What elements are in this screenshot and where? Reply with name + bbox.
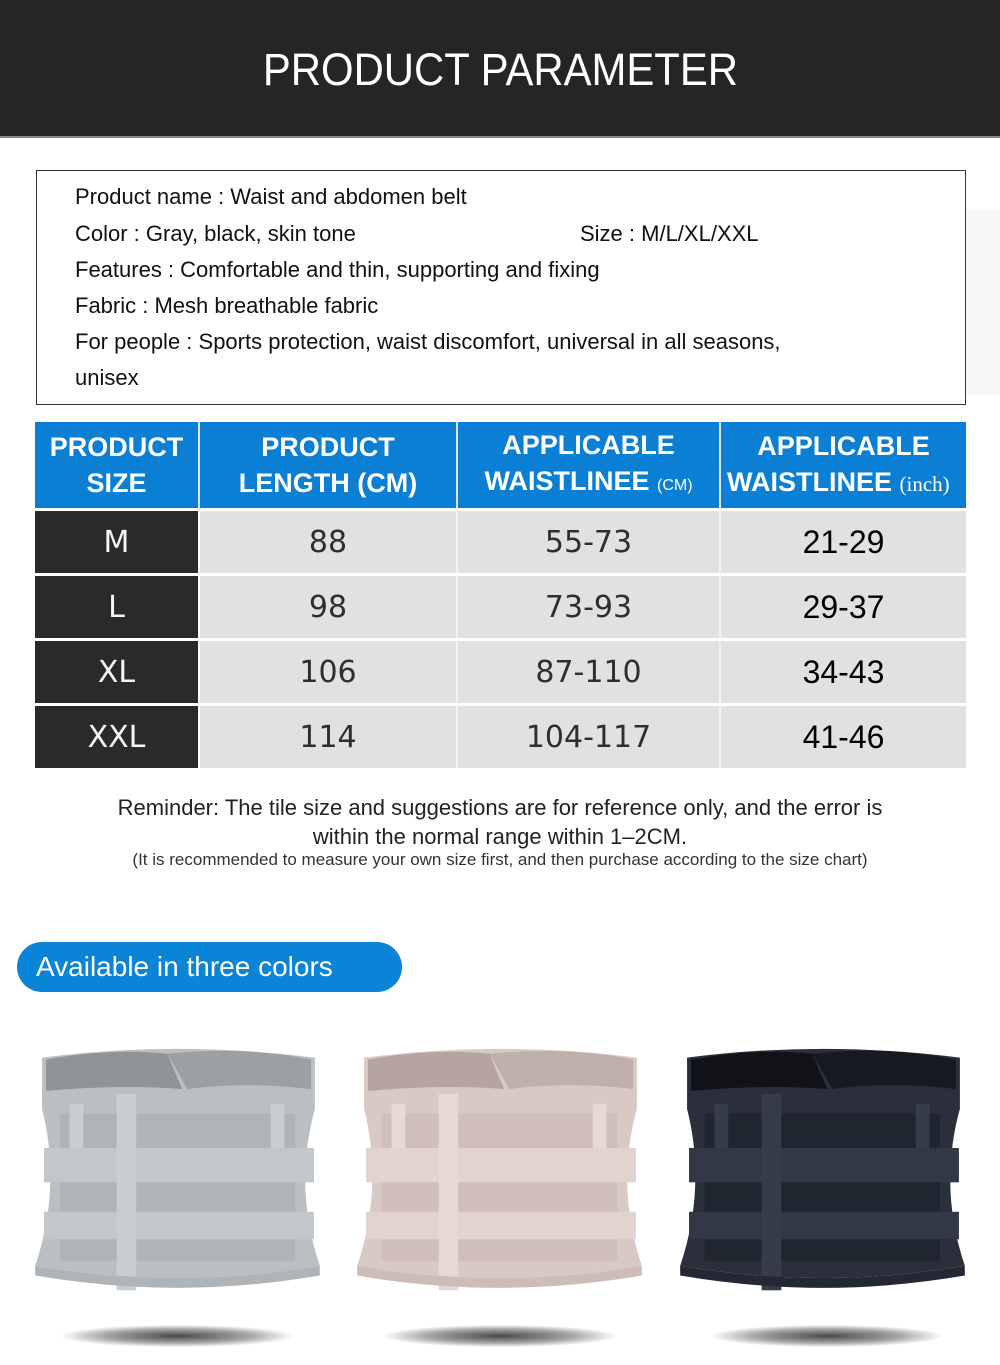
table-row [35,703,966,768]
unit-inch: (inch) [899,472,950,496]
background-shade [966,210,1000,395]
title-banner [0,0,1000,138]
header-product-length: PRODUCT LENGTH (CM) [200,422,458,508]
waist-cm-cell: 55-73 [458,508,721,573]
length-cell: 106 [200,638,458,703]
waist-inch-cell: 29-37 [721,573,966,638]
size-chart-table [35,422,966,768]
waist-inch-cell: 41-46 [721,703,966,768]
table-row [35,508,966,573]
size-cell: XL [35,638,200,703]
reminder-text: Reminder: The tile size and suggestions are for reference only, and the error is within the normal range within 1–2CM. [117,795,883,849]
fabric-line: Fabric : Mesh breathable fabric [75,293,379,318]
unit-cm: (CM) [656,476,693,494]
for-people-line: For people : Sports protection, waist discomfort, universal in all seasons, [75,329,781,354]
color-variants [0,1020,1000,1365]
length-cell: 88 [200,508,458,573]
table-row [35,638,966,703]
belt-image-gray [30,1040,325,1305]
waist-cm-cell: 73-93 [458,573,721,638]
belt-shadow [385,1325,615,1347]
measure-note: (It is recommended to measure your own size first, and then purchase according to the size chart) [132,850,868,869]
table-header-row [35,422,966,508]
header-waistline-cm: APPLICABLE WAISTLINEE (CM) [458,422,721,508]
waist-cm-cell: 104-117 [458,703,721,768]
product-info-box [36,170,966,405]
size-cell: M [35,508,200,573]
belt-image-skin [352,1040,647,1305]
features-line: Features : Comfortable and thin, supporting and fixing [75,257,600,282]
waist-inch-cell: 21-29 [721,508,966,573]
waist-belt-icon [675,1040,970,1305]
belt-shadow [712,1325,942,1347]
waist-belt-icon [352,1040,647,1305]
table-row [35,573,966,638]
waist-inch-cell: 34-43 [721,638,966,703]
product-name-line: Product name : Waist and abdomen belt [75,184,467,209]
for-people-continuation: unisex [75,365,139,390]
color-line: Color : Gray, black, skin tone [75,221,356,246]
length-cell: 114 [200,703,458,768]
page-title: PRODUCT PARAMETER [262,44,738,95]
length-cell: 98 [200,573,458,638]
size-cell: L [35,573,200,638]
waist-belt-icon [30,1040,325,1305]
header-waistline-inch: APPLICABLE WAISTLINEE (inch) [721,422,966,508]
header-product-size: PRODUCT SIZE [35,422,200,508]
available-colors-badge: Available in three colors [17,942,402,992]
belt-image-black [675,1040,970,1305]
waist-cm-cell: 87-110 [458,638,721,703]
size-cell: XXL [35,703,200,768]
size-line: Size : M/L/XL/XXL [580,221,759,246]
belt-shadow [62,1325,292,1347]
